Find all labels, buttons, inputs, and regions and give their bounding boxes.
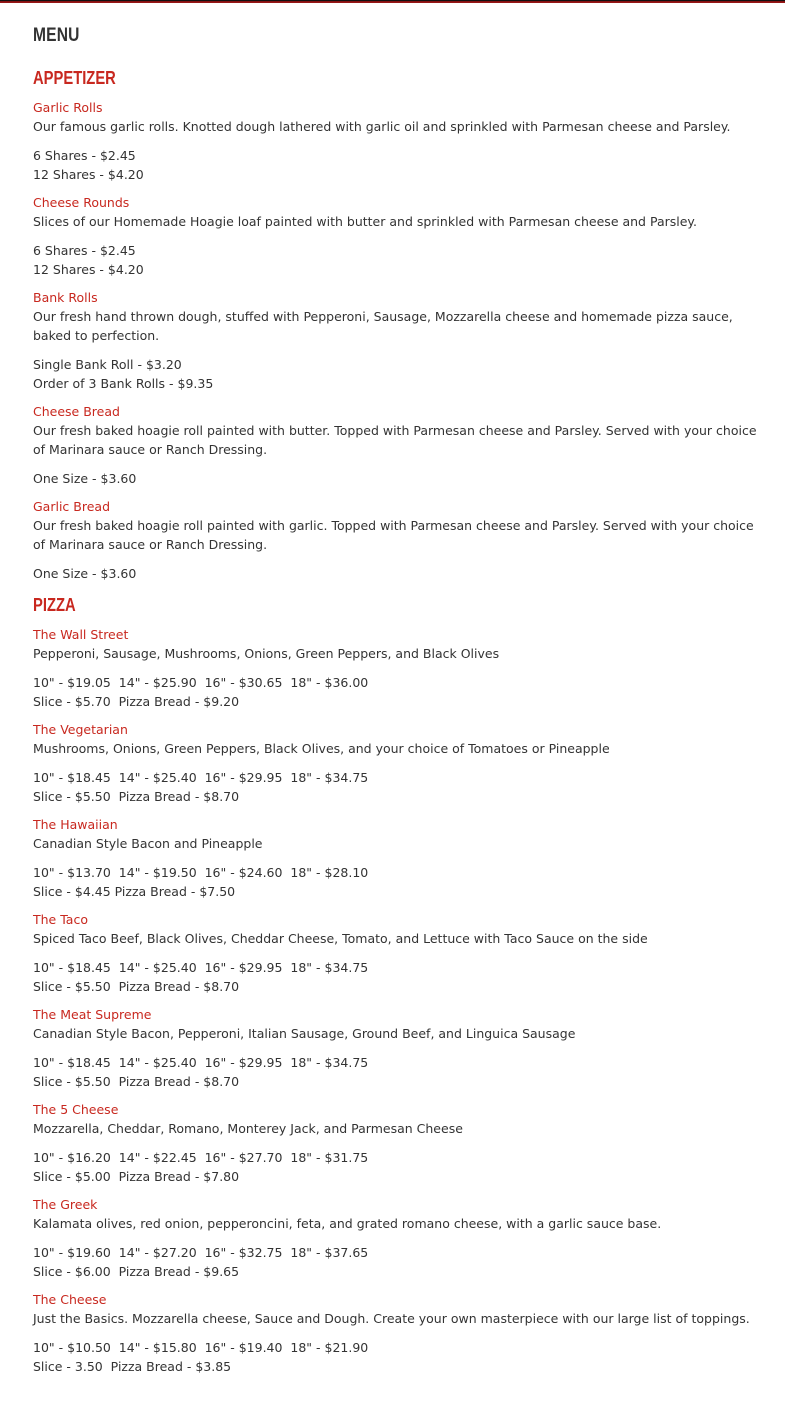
menu-item-price: Slice - $5.50 Pizza Bread - $8.70 [33,789,240,804]
menu-item-price: One Size - $3.60 [33,566,137,581]
menu-item [33,720,761,806]
menu-item-price: 6 Shares - $2.45 [33,243,136,258]
menu-item [33,497,761,583]
menu-item-name: Garlic Rolls [33,100,103,115]
menu-item-price: 10" - $19.60 14" - $27.20 16" - $32.75 18" - $37.65 [33,1245,369,1260]
section-title: APPETIZER [33,68,116,88]
menu-item [33,1195,761,1281]
menu-item-description: Kalamata olives, red onion, pepperoncini, feta, and grated romano cheese, with a garlic sauce base. [33,1216,662,1231]
menu-content [33,23,761,1385]
menu-item-price: Single Bank Roll - $3.20 [33,357,182,372]
menu-section-pizza [33,592,761,1376]
menu-item [33,1290,761,1376]
menu-item-description: Pepperoni, Sausage, Mushrooms, Onions, Green Peppers, and Black Olives [33,646,500,661]
menu-item-price: Slice - $5.50 Pizza Bread - $8.70 [33,1074,240,1089]
menu-item-description: Spiced Taco Beef, Black Olives, Cheddar Cheese, Tomato, and Lettuce with Taco Sauce on the side [33,931,648,946]
menu-item-price: 10" - $13.70 14" - $19.50 16" - $24.60 18" - $28.10 [33,865,369,880]
menu-item-price: Order of 3 Bank Rolls - $9.35 [33,376,214,391]
menu-section-appetizer [33,65,761,583]
menu-item-description: Our fresh baked hoagie roll painted with garlic. Topped with Parmesan cheese and Parsley. Served with your choice of Marinara sauce or Ranch Dressing. [33,518,754,552]
menu-item-price: 10" - $16.20 14" - $22.45 16" - $27.70 18" - $31.75 [33,1150,369,1165]
menu-item-name: The Vegetarian [33,722,128,737]
menu-item-price: Slice - $5.70 Pizza Bread - $9.20 [33,694,240,709]
menu-item-name: The Wall Street [33,627,129,642]
menu-item [33,98,761,184]
menu-item-name: Cheese Rounds [33,195,130,210]
menu-item-description: Mozzarella, Cheddar, Romano, Monterey Jack, and Parmesan Cheese [33,1121,463,1136]
menu-item-price: 10" - $18.45 14" - $25.40 16" - $29.95 18" - $34.75 [33,770,369,785]
top-accent-bar [0,0,785,3]
menu-item-description: Canadian Style Bacon, Pepperoni, Italian Sausage, Ground Beef, and Linguica Sausage [33,1026,576,1041]
menu-item-name: The Cheese [33,1292,107,1307]
menu-item-price: 12 Shares - $4.20 [33,262,144,277]
page-title: MENU [33,25,80,46]
menu-item [33,193,761,279]
menu-item-description: Our fresh hand thrown dough, stuffed with Pepperoni, Sausage, Mozzarella cheese and homemade pizza sauce, baked to perfection. [33,309,733,343]
section-title: PIZZA [33,595,76,615]
menu-sections [33,65,761,1376]
menu-item-name: Garlic Bread [33,499,111,514]
menu-item-description: Canadian Style Bacon and Pineapple [33,836,263,851]
menu-item-price: 10" - $18.45 14" - $25.40 16" - $29.95 18" - $34.75 [33,1055,369,1070]
menu-item-price: Slice - $6.00 Pizza Bread - $9.65 [33,1264,240,1279]
menu-item-price: 10" - $10.50 14" - $15.80 16" - $19.40 18" - $21.90 [33,1340,369,1355]
menu-item-name: The Greek [33,1197,98,1212]
menu-item-price: 6 Shares - $2.45 [33,148,136,163]
menu-item-price: One Size - $3.60 [33,471,137,486]
menu-item [33,1100,761,1186]
menu-item-description: Our fresh baked hoagie roll painted with butter. Topped with Parmesan cheese and Parsley. Served with your choice of Marinara sauce or Ranch Dressing. [33,423,757,457]
menu-item-description: Just the Basics. Mozzarella cheese, Sauce and Dough. Create your own masterpiece with our large list of toppings. [33,1311,750,1326]
menu-item-price: 10" - $18.45 14" - $25.40 16" - $29.95 18" - $34.75 [33,960,369,975]
menu-item [33,910,761,996]
menu-item-price: 10" - $19.05 14" - $25.90 16" - $30.65 18" - $36.00 [33,675,369,690]
menu-item [33,1005,761,1091]
menu-item-name: Cheese Bread [33,404,120,419]
menu-item [33,815,761,901]
menu-item-description: Mushrooms, Onions, Green Peppers, Black Olives, and your choice of Tomatoes or Pineapple [33,741,610,756]
menu-item-name: The Meat Supreme [33,1007,152,1022]
menu-item-description: Slices of our Homemade Hoagie loaf painted with butter and sprinkled with Parmesan cheese and Parsley. [33,214,698,229]
menu-item-price: 12 Shares - $4.20 [33,167,144,182]
menu-item-price: Slice - $5.00 Pizza Bread - $7.80 [33,1169,240,1184]
menu-item-price: Slice - $5.50 Pizza Bread - $8.70 [33,979,240,994]
menu-item-description: Our famous garlic rolls. Knotted dough lathered with garlic oil and sprinkled with Parmesan cheese and Parsley. [33,119,731,134]
menu-item [33,402,761,488]
menu-item-name: The 5 Cheese [33,1102,119,1117]
menu-item-name: The Hawaiian [33,817,118,832]
menu-item-price: Slice - 3.50 Pizza Bread - $3.85 [33,1359,232,1374]
menu-item [33,625,761,711]
menu-item-name: Bank Rolls [33,290,98,305]
menu-item-price: Slice - $4.45 Pizza Bread - $7.50 [33,884,236,899]
menu-item [33,288,761,393]
menu-item-name: The Taco [33,912,88,927]
